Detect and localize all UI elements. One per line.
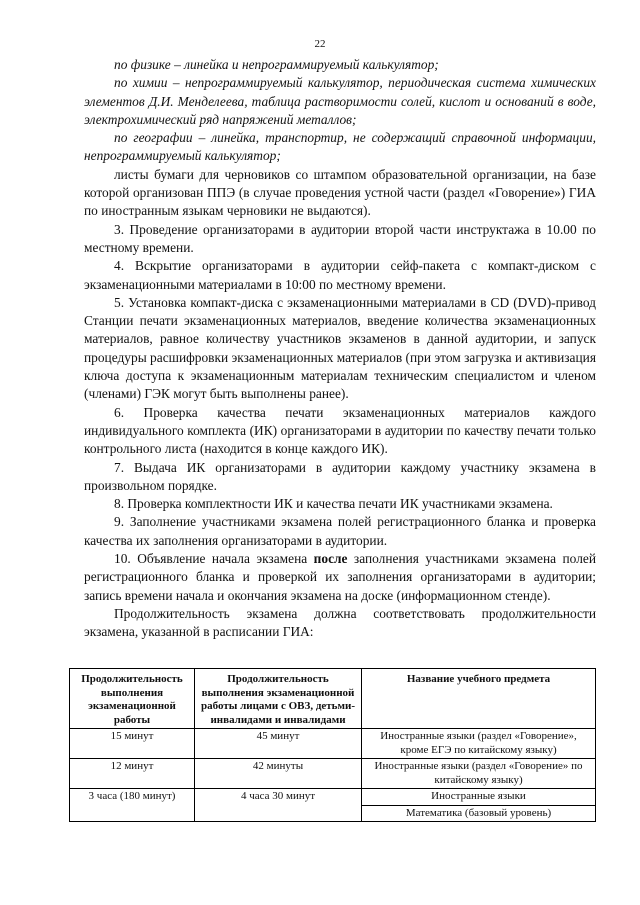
page-number: 22 bbox=[314, 38, 326, 50]
paragraph: по химии – непрограммируемый калькулятор, периодическая система химических элементов Д.И. Менделеева, таблица растворимости солей, кислот и оснований в воде, электрохимический ряд напряжений металлов; bbox=[84, 75, 596, 127]
paragraph: 4. Вскрытие организаторами в аудитории сейф-пакета с компакт-диском с экзаменационными материалами в 10:00 по местному времени. bbox=[84, 258, 596, 292]
cell-subject: Иностранные языки bbox=[362, 789, 596, 806]
exam-duration-table bbox=[69, 668, 596, 822]
paragraph: 8. Проверка комплектности ИК и качества печати ИК участниками экзамена. bbox=[114, 496, 553, 512]
paragraph: 7. Выдача ИК организаторами в аудитории каждому участнику экзамена в произвольном порядке. bbox=[84, 459, 596, 493]
paragraph: 9. Заполнение участниками экзамена полей регистрационного бланка и проверка качества их заполнения организаторами в аудитории. bbox=[84, 514, 596, 548]
paragraph: 6. Проверка качества печати экзаменационных материалов каждого индивидуального комплекта (ИК) организаторами в аудитории по качеству печати только контрольного листа (находится в конце каждого ИК). bbox=[84, 404, 596, 457]
table-row bbox=[70, 759, 596, 789]
cell-subject: Иностранные языки (раздел «Говорение» по китайскому языку) bbox=[362, 759, 596, 789]
table-row bbox=[70, 789, 596, 806]
paragraph: по географии – линейка, транспортир, не содержащий справочной информации, непрограммируемый калькулятор; bbox=[84, 130, 596, 164]
paragraph: 10. Объявление начала экзамена после заполнения участниками экзамена полей регистрационного бланка и проверкой их заполнения организаторами в аудитории; запись времени начала и окончания экзамена на доске (информационном стенде). bbox=[84, 551, 596, 603]
paragraph: по физике – линейка и непрограммируемый калькулятор; bbox=[114, 57, 439, 72]
cell-duration: 15 минут bbox=[70, 729, 195, 759]
cell-duration: 3 часа (180 минут) bbox=[70, 789, 195, 822]
column-header-duration-ovz: Продолжительность выполнения экзаменационной работы лицами с ОВЗ, детьми-инвалидами и инвалидами bbox=[195, 669, 362, 729]
table-row bbox=[70, 729, 596, 759]
column-header-duration: Продолжительность выполнения экзаменационной работы bbox=[70, 669, 195, 729]
body-text bbox=[84, 56, 596, 642]
cell-duration: 12 минут bbox=[70, 759, 195, 789]
paragraph: 5. Установка компакт-диска с экзаменационными материалами в CD (DVD)-привод Станции печати экзаменационных материалов, введение количества экзаменационных материалов, равное количеству участников экзаменов в данной аудитории, и запуск процедуры расшифровки экзаменационных материалов (при этом загрузка и активизация ключа доступа к экзаменационным материалам техническим специалистом и членом (членами) ГЭК могут быть выполнены ранее). bbox=[84, 294, 596, 402]
paragraph: Продолжительность экзамена должна соответствовать продолжительности экзамена, указанной в расписании ГИА: bbox=[84, 605, 596, 640]
cell-subject: Иностранные языки (раздел «Говорение», кроме ЕГЭ по китайскому языку) bbox=[362, 729, 596, 759]
cell-duration-ovz: 4 часа 30 минут bbox=[195, 789, 362, 822]
column-header-subject: Название учебного предмета bbox=[362, 669, 596, 729]
table-header-row bbox=[70, 669, 596, 729]
cell-duration-ovz: 42 минуты bbox=[195, 759, 362, 789]
cell-subject: Математика (базовый уровень) bbox=[362, 805, 596, 822]
paragraph: 3. Проведение организаторами в аудитории второй части инструктажа в 10.00 по местному времени. bbox=[84, 221, 596, 255]
cell-duration-ovz: 45 минут bbox=[195, 729, 362, 759]
paragraph: листы бумаги для черновиков со штампом образовательной организации, на базе которой организован ППЭ (в случае проведения устной части (раздел «Говорение») ГИА по иностранным языкам черновики не выдаются). bbox=[84, 166, 596, 219]
